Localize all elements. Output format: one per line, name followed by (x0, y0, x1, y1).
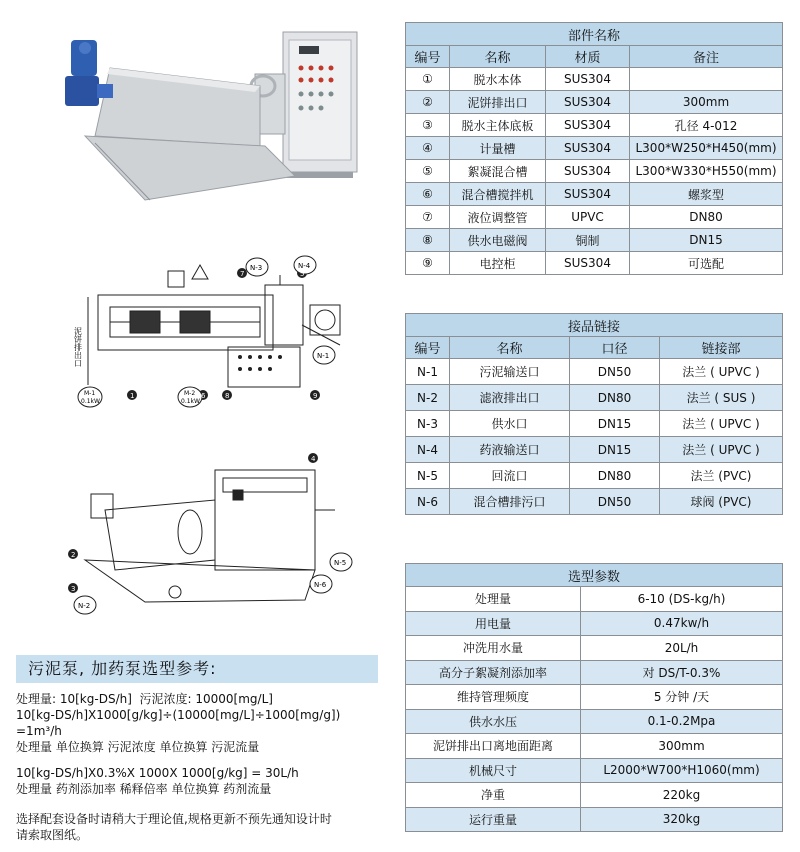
ref-line-5: 10[kg-DS/h]X0.3%X 1000X 1000[g/kg] = 30L/h (16, 766, 299, 780)
table-cell: ③ (406, 114, 450, 137)
parts-title: 部件名称 (406, 23, 783, 46)
table-row (406, 114, 783, 137)
table-cell: 300mm (581, 734, 783, 759)
conn-header-link: 链接部 (660, 337, 783, 359)
table-cell: 球阀 (PVC) (660, 489, 783, 515)
side-outlet-label: 泥饼排出口 (73, 327, 83, 367)
table-cell: 对 DS/T-0.3% (581, 660, 783, 685)
table-cell: SUS304 (546, 160, 630, 183)
top-n4: N-4 (298, 262, 311, 270)
table-row (406, 91, 783, 114)
table-row (406, 229, 783, 252)
table-row (406, 206, 783, 229)
table-cell: 法兰 ( UPVC ) (660, 437, 783, 463)
table-row (406, 734, 783, 759)
table-cell: 20L/h (581, 636, 783, 661)
table-row (406, 685, 783, 710)
table-row (406, 463, 783, 489)
table-cell: 泥饼排出口 (450, 91, 546, 114)
ref-line-1: 处理量: 10[kg-DS/h] 污泥浓度: 10000[mg/L] (16, 692, 273, 706)
table-cell: 絮凝混合槽 (450, 160, 546, 183)
parts-header-no: 编号 (406, 46, 450, 68)
top-callout-9: 9 (313, 392, 318, 400)
table-cell: 法兰 ( UPVC ) (660, 411, 783, 437)
table-cell: 法兰 (PVC) (660, 463, 783, 489)
motor-m1-power: 0.1kW (81, 398, 100, 405)
table-row (406, 489, 783, 515)
ref-line-4: 处理量 单位换算 污泥浓度 单位换算 污泥流量 (16, 740, 260, 754)
table-cell: ④ (406, 137, 450, 160)
table-cell: SUS304 (546, 137, 630, 160)
table-cell: 泥饼排出口离地面距离 (406, 734, 581, 759)
motor-m1-label: M-1 (84, 390, 96, 397)
ref-line-8: 请索取图纸。 (16, 828, 89, 842)
table-cell: 混合槽搅拌机 (450, 183, 546, 206)
table-cell: ⑤ (406, 160, 450, 183)
side-callout-2: 2 (71, 551, 76, 559)
ref-line-2: 10[kg-DS/h]X1000[g/kg]÷(10000[mg/L]÷1000[mg/g]) (16, 708, 341, 722)
top-n3: N-3 (250, 264, 263, 272)
table-row (406, 611, 783, 636)
table-cell: N-6 (406, 489, 450, 515)
top-view-drawing (70, 255, 360, 410)
table-cell: 6-10 (DS-kg/h) (581, 587, 783, 612)
side-n2: N-2 (78, 602, 91, 610)
table-row (406, 709, 783, 734)
ref-line-3: =1m³/h (16, 724, 62, 738)
table-cell: SUS304 (546, 252, 630, 275)
table-row (406, 359, 783, 385)
table-cell: 法兰 ( UPVC ) (660, 359, 783, 385)
table-cell: 回流口 (450, 463, 570, 489)
table-cell: 脱水主体底板 (450, 114, 546, 137)
parts-header-note: 备注 (630, 46, 783, 68)
table-row (406, 385, 783, 411)
table-cell: 处理量 (406, 587, 581, 612)
table-cell: DN80 (570, 385, 660, 411)
table-row (406, 807, 783, 832)
table-row (406, 660, 783, 685)
table-cell: N-5 (406, 463, 450, 489)
table-cell: SUS304 (546, 114, 630, 137)
pump-reference-section (16, 655, 378, 843)
table-cell: 计量槽 (450, 137, 546, 160)
table-cell: DN15 (570, 437, 660, 463)
conn-header-no: 编号 (406, 337, 450, 359)
table-cell: 用电量 (406, 611, 581, 636)
table-cell: DN50 (570, 359, 660, 385)
selection-table (405, 563, 783, 832)
table-cell: 300mm (630, 91, 783, 114)
top-n1: N-1 (317, 352, 330, 360)
table-cell: 5 分钟 /天 (581, 685, 783, 710)
table-cell: 0.47kw/h (581, 611, 783, 636)
top-callout-5: 5 (300, 270, 305, 278)
product-photo (55, 28, 365, 213)
table-row (406, 183, 783, 206)
table-cell: 孔径 4-012 (630, 114, 783, 137)
table-cell: DN50 (570, 489, 660, 515)
motor-m2-power: 0.1kW (181, 398, 200, 405)
top-callout-1: 1 (130, 392, 135, 400)
table-cell: 机械尺寸 (406, 758, 581, 783)
table-cell: L300*W330*H550(mm) (630, 160, 783, 183)
table-cell: 脱水本体 (450, 68, 546, 91)
table-cell: L2000*W700*H1060(mm) (581, 758, 783, 783)
table-row (406, 68, 783, 91)
table-cell: 螺浆型 (630, 183, 783, 206)
parts-header-material: 材质 (546, 46, 630, 68)
table-cell (630, 68, 783, 91)
table-cell: 滤液排出口 (450, 385, 570, 411)
connections-table (405, 313, 783, 515)
motor-m2-label: M-2 (184, 390, 196, 397)
table-cell: 供水口 (450, 411, 570, 437)
selection-title: 选型参数 (406, 564, 783, 587)
table-cell: 运行重量 (406, 807, 581, 832)
pump-reference-title: 污泥泵, 加药泵选型参考: (16, 655, 378, 683)
table-cell: 冲洗用水量 (406, 636, 581, 661)
table-row (406, 636, 783, 661)
table-cell: N-4 (406, 437, 450, 463)
table-cell: SUS304 (546, 68, 630, 91)
table-cell: 液位调整管 (450, 206, 546, 229)
top-callout-8: 8 (225, 392, 230, 400)
table-row (406, 160, 783, 183)
table-cell: N-3 (406, 411, 450, 437)
table-cell: ⑨ (406, 252, 450, 275)
table-row (406, 587, 783, 612)
table-cell: SUS304 (546, 183, 630, 206)
parts-table (405, 22, 783, 275)
table-cell: DN15 (630, 229, 783, 252)
table-cell: 高分子絮凝剂添加率 (406, 660, 581, 685)
table-cell: 污泥输送口 (450, 359, 570, 385)
table-row (406, 137, 783, 160)
table-cell: SUS304 (546, 91, 630, 114)
connections-title: 接品链接 (406, 314, 783, 337)
table-cell: 电控柜 (450, 252, 546, 275)
table-cell: 0.1-0.2Mpa (581, 709, 783, 734)
table-cell: ② (406, 91, 450, 114)
table-cell: 铜制 (546, 229, 630, 252)
table-cell: ⑧ (406, 229, 450, 252)
side-n5: N-5 (334, 559, 347, 567)
table-cell: 可选配 (630, 252, 783, 275)
table-row (406, 411, 783, 437)
table-cell: DN80 (630, 206, 783, 229)
table-cell: N-1 (406, 359, 450, 385)
table-cell: 混合槽排污口 (450, 489, 570, 515)
table-cell: ① (406, 68, 450, 91)
side-n6: N-6 (314, 581, 327, 589)
table-row (406, 252, 783, 275)
parts-header-name: 名称 (450, 46, 546, 68)
table-cell: 药液输送口 (450, 437, 570, 463)
table-cell: 供水电磁阀 (450, 229, 546, 252)
table-row (406, 783, 783, 808)
conn-header-name: 名称 (450, 337, 570, 359)
table-cell: ⑦ (406, 206, 450, 229)
side-view-drawing (55, 450, 355, 615)
table-cell: UPVC (546, 206, 630, 229)
ref-line-7: 选择配套设备时请稍大于理论值,规格更新不预先通知设计时 (16, 812, 332, 826)
table-cell: DN15 (570, 411, 660, 437)
top-callout-6: 6 (201, 392, 206, 400)
table-cell: 供水水压 (406, 709, 581, 734)
table-cell: 维持管理频度 (406, 685, 581, 710)
table-cell: L300*W250*H450(mm) (630, 137, 783, 160)
table-cell: N-2 (406, 385, 450, 411)
ref-line-6: 处理量 药剂添加率 稀释倍率 单位换算 药剂流量 (16, 782, 272, 796)
table-cell: 净重 (406, 783, 581, 808)
top-callout-7: 7 (240, 270, 245, 278)
side-callout-3: 3 (71, 585, 76, 593)
table-cell: DN80 (570, 463, 660, 489)
table-row (406, 758, 783, 783)
table-cell: 220kg (581, 783, 783, 808)
conn-header-size: 口径 (570, 337, 660, 359)
side-callout-4: 4 (311, 455, 316, 463)
table-cell: 法兰 ( SUS ) (660, 385, 783, 411)
table-row (406, 437, 783, 463)
table-cell: 320kg (581, 807, 783, 832)
table-cell: ⑥ (406, 183, 450, 206)
